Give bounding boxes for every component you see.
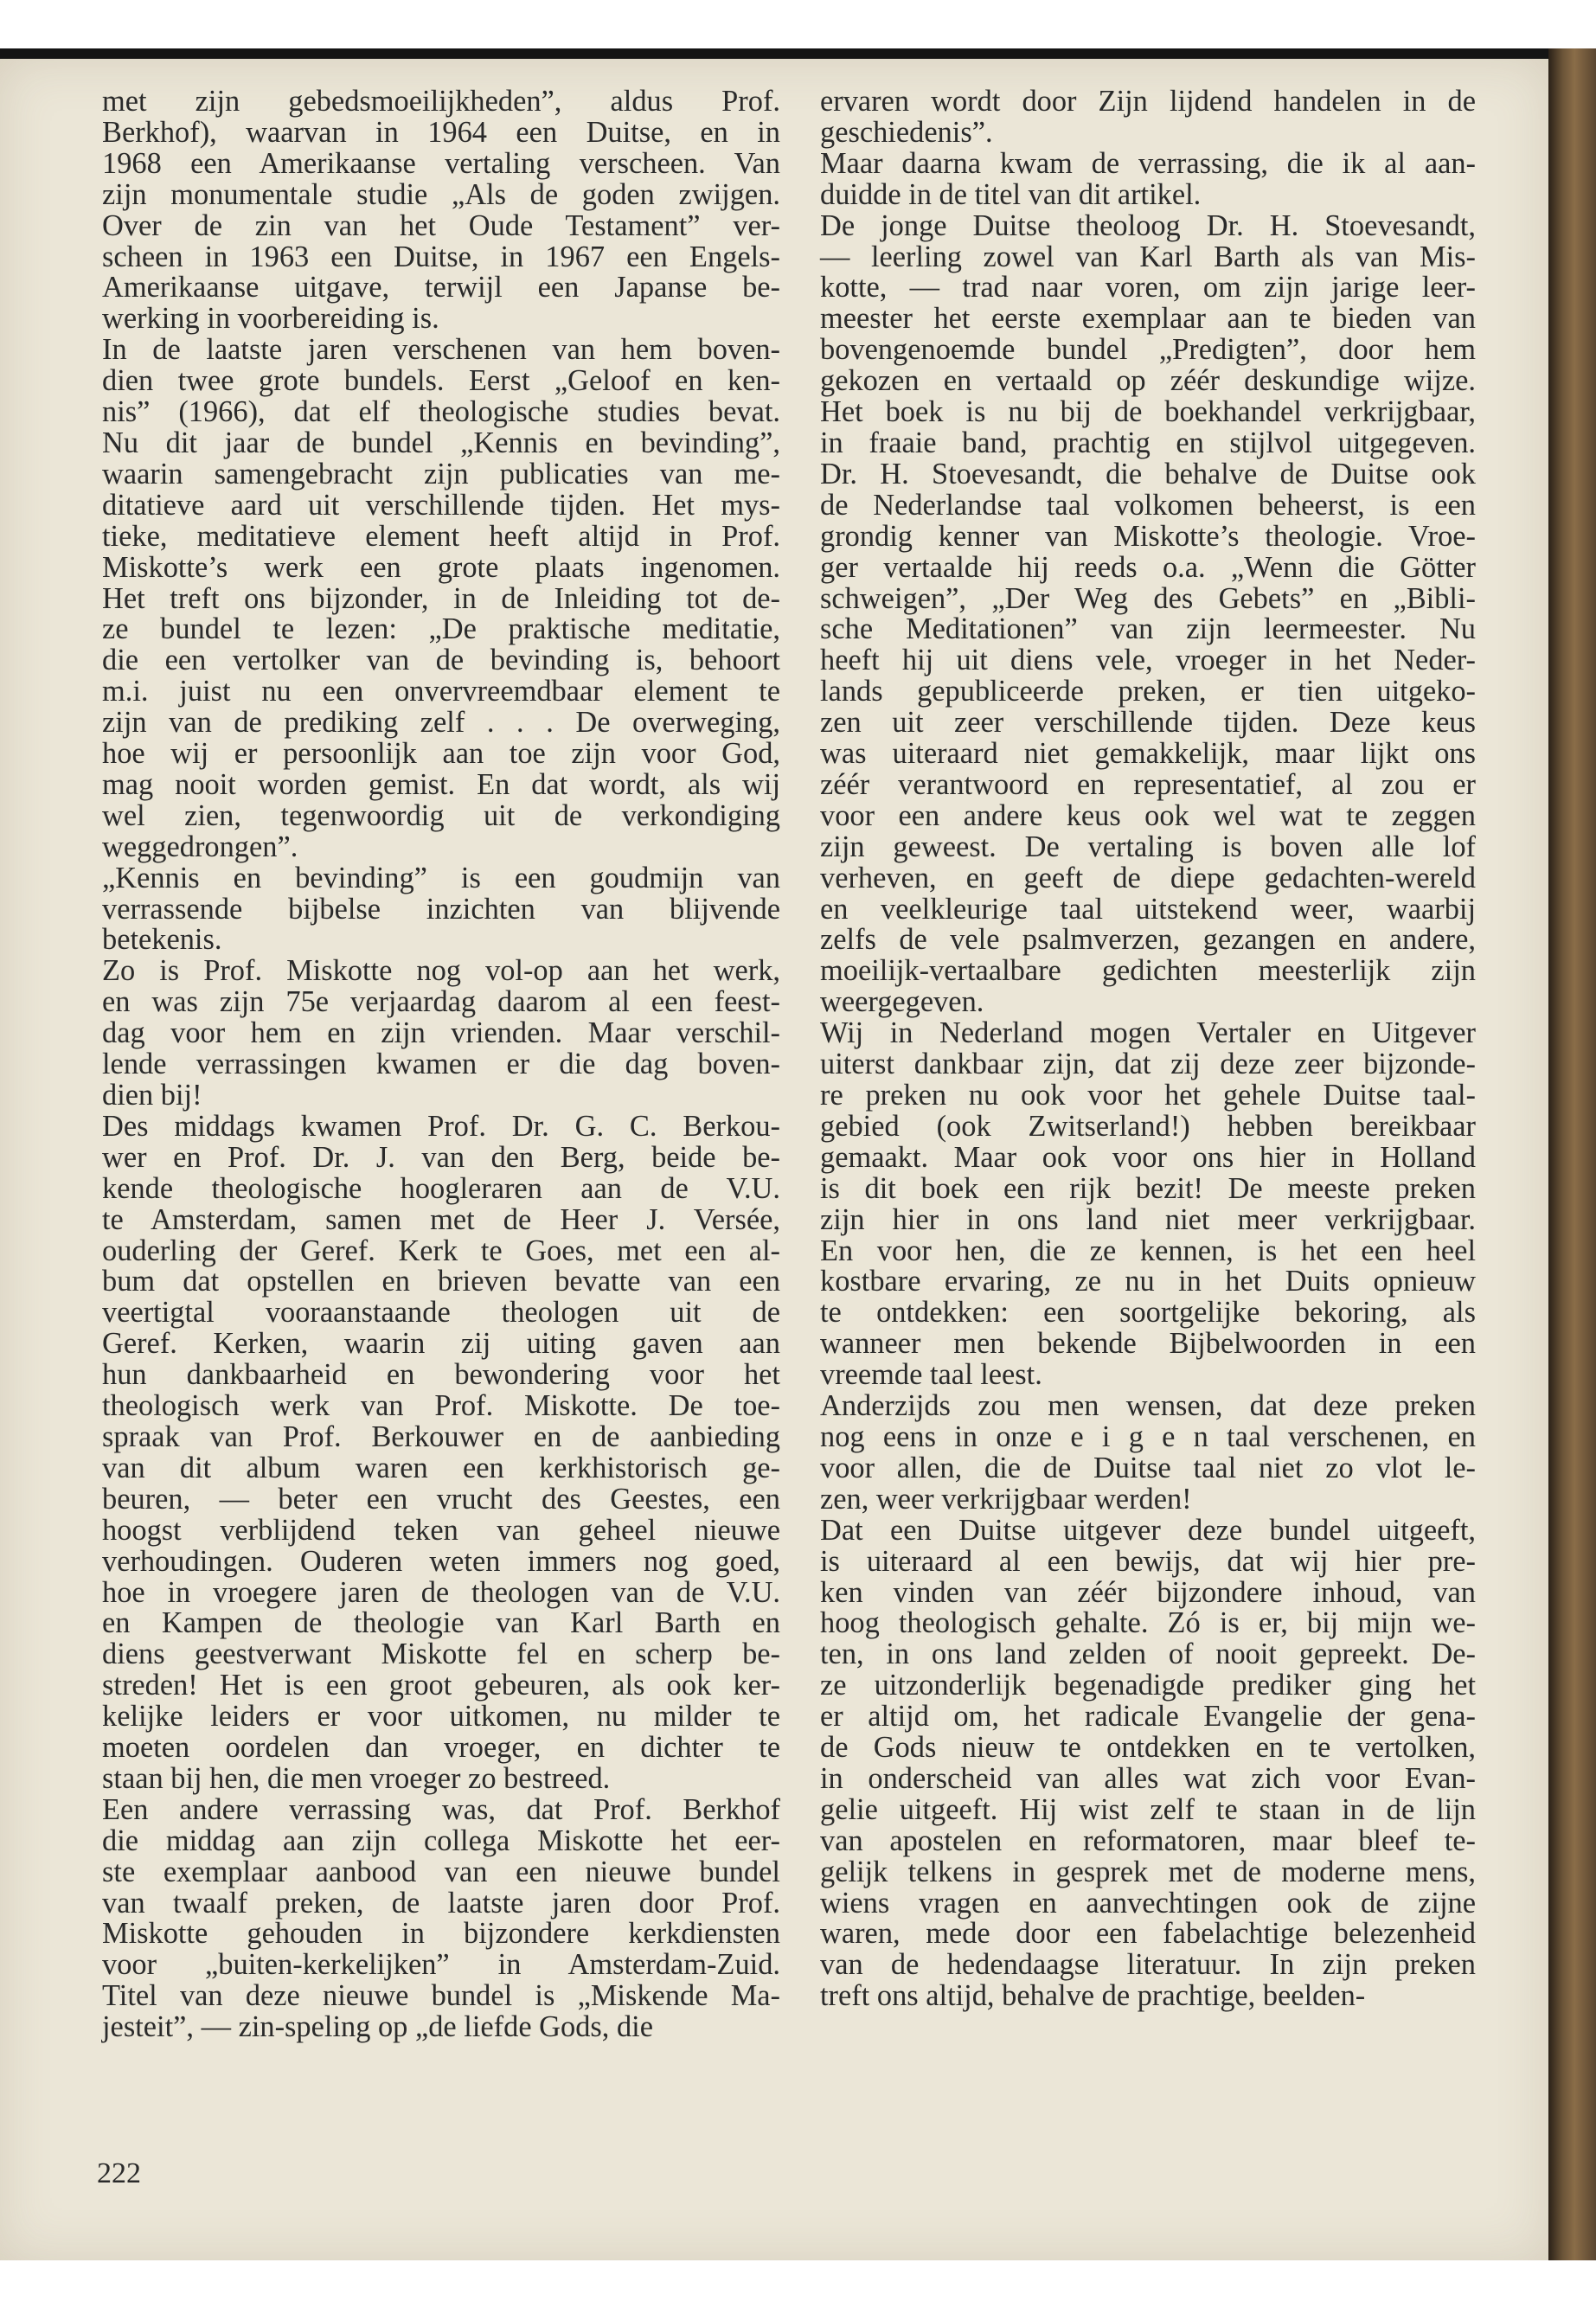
- text-line: duidde in de titel van dit artikel.: [820, 177, 1202, 211]
- text-line: hun dankbaarheid en bewondering voor het: [102, 1358, 780, 1392]
- scan-top-edge: [0, 48, 1596, 59]
- text-line: diens geestverwant Miskotte fel en scherp be-: [102, 1638, 780, 1671]
- paragraph: [102, 335, 780, 862]
- text-line: De jonge Duitse theoloog Dr. H. Stoevesandt,: [820, 208, 1476, 242]
- text-line: m.i. juist nu een onvervreemdbaar element te: [102, 675, 780, 708]
- text-line: nis” (1966), dat elf theologische studies bevat.: [102, 395, 780, 429]
- text-line: wel zien, tegenwoordig uit de verkondiging: [102, 798, 780, 832]
- text-line: zen uit zeer verschillende tijden. Deze keus: [820, 706, 1476, 740]
- text-line: wer en Prof. Dr. J. van den Berg, beide be-: [102, 1140, 780, 1174]
- paragraph: [820, 146, 1476, 211]
- text-line: 1968 een Amerikaanse vertaling verscheen. Van: [102, 146, 780, 180]
- text-line: voor allen, die de Duitse taal niet zo vlot le-: [820, 1451, 1476, 1484]
- text-line: — leerling zowel van Karl Barth als van Mis-: [820, 240, 1476, 273]
- text-line: lende verrassingen kwamen er die dag boven-: [102, 1048, 780, 1081]
- text-line: hoog theologisch gehalte. Zó is er, bij mijn we-: [820, 1606, 1476, 1640]
- text-line: zijn hier in ons land niet meer verkrijgbaar.: [820, 1202, 1476, 1236]
- text-line: moeilijk-vertaalbare gedichten meesterlijk zijn: [820, 954, 1476, 988]
- text-line: in fraaie band, prachtig en stijlvol uitgegeven.: [820, 426, 1476, 459]
- text-line: Maar daarna kwam de verrassing, die ik al aan-: [820, 146, 1476, 180]
- text-line: Berkhof), waarvan in 1964 een Duitse, en in: [102, 115, 780, 149]
- text-line: van apostelen en reformatoren, maar bleef te-: [820, 1823, 1476, 1857]
- text-line: jesteit”, — zin-speling op „de liefde Gods, die: [102, 2010, 653, 2044]
- text-line: van de hedendaagse literatuur. In zijn preken: [820, 1948, 1476, 1982]
- text-line: zijn monumentale studie „Als de goden zwijgen.: [102, 177, 780, 211]
- text-line: te ontdekken: een soortgelijke bekoring, als: [820, 1296, 1476, 1330]
- text-line: gelijk telkens in gesprek met de moderne mens,: [820, 1855, 1476, 1888]
- text-line: spraak van Prof. Berkouwer en de aanbieding: [102, 1420, 780, 1453]
- text-line: kotte, — trad naar voren, om zijn jarige leer-: [820, 271, 1476, 304]
- text-line: waarin samengebracht zijn publicaties van me-: [102, 457, 780, 490]
- text-line: zen, weer verkrijgbaar werden!: [820, 1482, 1192, 1516]
- text-line: Het treft ons bijzonder, in de Inleiding tot de-: [102, 581, 780, 615]
- text-line: beuren, — beter een vrucht des Geestes, een: [102, 1482, 780, 1516]
- paragraph: [820, 208, 1476, 1019]
- text-line: Miskotte gehouden in bijzondere kerkdiensten: [102, 1917, 780, 1951]
- text-line: de Gods nieuw te ontdekken en te vertolken,: [820, 1731, 1476, 1765]
- text-line: weergegeven.: [820, 985, 984, 1019]
- text-line: kelijke leiders er voor uitkomen, nu milder te: [102, 1700, 780, 1734]
- text-line: re preken nu ook voor het gehele Duitse taal-: [820, 1079, 1476, 1112]
- text-line: zelfs de vele psalmverzen, gezangen en andere,: [820, 923, 1476, 957]
- text-line: voor een andere keus ook wel wat te zeggen: [820, 798, 1476, 832]
- paragraph: [102, 863, 780, 957]
- text-line: Dat een Duitse uitgever deze bundel uitgeeft,: [820, 1513, 1476, 1547]
- text-line: zijn van de prediking zelf . . . De overweging,: [102, 706, 780, 740]
- text-line: hoe in vroegere jaren de theologen van de V.U.: [102, 1575, 780, 1609]
- text-line: te Amsterdam, samen met de Heer J. Versée,: [102, 1202, 780, 1236]
- text-line: gemaakt. Maar ook voor ons hier in Holland: [820, 1140, 1476, 1174]
- text-line: ste exemplaar aanbood van een nieuwe bundel: [102, 1855, 780, 1888]
- text-line: grondig kenner van Miskotte’s theologie. Vroe-: [820, 519, 1476, 553]
- text-line: ger vertaalde hij reeds o.a. „Wenn die Götter: [820, 550, 1476, 584]
- left-column: [102, 87, 780, 2043]
- text-line: dag voor hem en zijn vrienden. Maar verschil-: [102, 1016, 780, 1050]
- text-line: heeft hij uit diens vele, vroeger in het Neder-: [820, 644, 1476, 677]
- text-line: hoogst verblijdend teken van geheel nieuwe: [102, 1513, 780, 1547]
- paragraph: [820, 1018, 1476, 1391]
- text-line: was uiteraard niet gemakkelijk, maar lijkt ons: [820, 737, 1476, 771]
- text-line: nog eens in onze e i g e n taal verschenen, en: [820, 1420, 1476, 1453]
- text-line: Het boek is nu bij de boekhandel verkrijgbaar,: [820, 395, 1476, 429]
- text-line: verhoudingen. Ouderen weten immers nog goed,: [102, 1544, 780, 1578]
- text-line: en veelkleurige taal uitstekend weer, waarbij: [820, 892, 1476, 926]
- text-line: die een vertolker van de bevinding is, behoort: [102, 644, 780, 677]
- text-line: is dit boek een rijk bezit! De meeste preken: [820, 1171, 1476, 1205]
- text-line: werking in voorbereiding is.: [102, 302, 439, 336]
- text-line: ervaren wordt door Zijn lijdend handelen in de: [820, 85, 1476, 118]
- paragraph: [820, 1513, 1476, 2013]
- text-line: Zo is Prof. Miskotte nog vol-op aan het werk,: [102, 954, 780, 988]
- text-line: tieke, meditatieve element heeft altijd in Prof.: [102, 519, 780, 553]
- page-number: 222: [97, 2157, 141, 2189]
- text-line: kostbare ervaring, ze nu in het Duits opnieuw: [820, 1265, 1476, 1298]
- text-line: de Nederlandse taal volkomen beheerst, is een: [820, 488, 1476, 522]
- text-line: schweigen”, „Der Weg des Gebets” en „Bibli-: [820, 581, 1476, 615]
- text-line: verheven, en geeft de diepe gedachten-wereld: [820, 861, 1476, 894]
- text-line: van dit album waren een kerkhistorisch ge-: [102, 1451, 780, 1484]
- text-line: Een andere verrassing was, dat Prof. Berkhof: [102, 1792, 780, 1826]
- text-line: Miskotte’s werk een grote plaats ingenomen.: [102, 550, 780, 584]
- book-binding-edge: [1548, 48, 1596, 2260]
- paragraph: [102, 1792, 780, 2044]
- text-line: uiterst dankbaar zijn, dat zij deze zeer bijzonde-: [820, 1048, 1476, 1081]
- text-line: wanneer men bekende Bijbelwoorden in een: [820, 1327, 1476, 1361]
- text-line: ken vinden van zéér bijzondere inhoud, van: [820, 1575, 1476, 1609]
- text-line: staan bij hen, die men vroeger zo bestreed.: [102, 1761, 611, 1795]
- text-line: zéér verantwoord en representatief, al zou er: [820, 767, 1476, 801]
- text-line: Nu dit jaar de bundel „Kennis en bevinding”,: [102, 426, 780, 459]
- text-line: En voor hen, die ze kennen, is het een heel: [820, 1234, 1476, 1267]
- text-line: ouderling der Geref. Kerk te Goes, met een al-: [102, 1234, 780, 1267]
- paragraph: [102, 1109, 780, 1795]
- text-line: dien bij!: [102, 1079, 202, 1112]
- text-line: geschiedenis”.: [820, 115, 993, 149]
- text-line: bovengenoemde bundel „Predigten”, door hem: [820, 333, 1476, 367]
- text-line: bum dat opstellen en brieven bevatte van een: [102, 1265, 780, 1298]
- text-line: ze bundel te lezen: „De praktische meditatie,: [102, 612, 780, 646]
- text-line: waren, mede door een fabelachtige belezenheid: [820, 1917, 1476, 1951]
- text-line: ditatieve aard uit verschillende tijden. Het mys-: [102, 488, 780, 522]
- text-line: weggedrongen”.: [102, 830, 298, 863]
- text-line: theologisch werk van Prof. Miskotte. De toe-: [102, 1389, 780, 1423]
- text-line: veertigtal vooraanstaande theologen uit de: [102, 1296, 780, 1330]
- text-line: In de laatste jaren verschenen van hem boven-: [102, 333, 780, 367]
- text-line: Geref. Kerken, waarin zij uiting gaven aan: [102, 1327, 780, 1361]
- text-line: lands gepubliceerde preken, er tien uitgeko-: [820, 675, 1476, 708]
- text-line: die middag aan zijn collega Miskotte het eer-: [102, 1823, 780, 1857]
- text-line: zijn geweest. De vertaling is boven alle lof: [820, 830, 1476, 863]
- text-line: ten, in ons land zelden of nooit gepreekt. De-: [820, 1638, 1476, 1671]
- text-line: treft ons altijd, behalve de prachtige, beelden-: [820, 1979, 1366, 2013]
- text-line: streden! Het is een groot gebeuren, als ook ker-: [102, 1669, 780, 1702]
- text-line: mag nooit worden gemist. En dat wordt, als wij: [102, 767, 780, 801]
- text-line: wiens vragen en aanvechtingen ook de zijne: [820, 1886, 1476, 1920]
- text-line: Anderzijds zou men wensen, dat deze preken: [820, 1389, 1476, 1423]
- text-line: „Kennis en bevinding” is een goudmijn van: [102, 861, 780, 894]
- text-line: in onderscheid van alles wat zich voor Evan-: [820, 1761, 1476, 1795]
- text-line: sche Meditationen” van zijn leermeester. Nu: [820, 612, 1476, 646]
- text-line: dien twee grote bundels. Eerst „Geloof en ken-: [102, 364, 780, 398]
- text-line: met zijn gebedsmoeilijkheden”, aldus Prof.: [102, 85, 780, 118]
- text-line: kende theologische hoogleraren aan de V.U.: [102, 1171, 780, 1205]
- text-line: en was zijn 75e verjaardag daarom al een feest-: [102, 985, 780, 1019]
- paragraph: [102, 956, 780, 1112]
- text-line: moeten oordelen dan vroeger, en dichter te: [102, 1731, 780, 1765]
- text-line: gebied (ook Zwitserland!) hebben bereikbaar: [820, 1109, 1476, 1143]
- paragraph: [102, 87, 780, 335]
- text-line: er altijd om, het radicale Evangelie der gena-: [820, 1700, 1476, 1734]
- text-line: gekozen en vertaald op zéér deskundige wijze.: [820, 364, 1476, 398]
- right-column: [820, 87, 1476, 2012]
- text-line: meester het eerste exemplaar aan te bieden van: [820, 302, 1476, 336]
- text-line: Titel van deze nieuwe bundel is „Miskende Ma-: [102, 1979, 780, 2013]
- paragraph: [820, 1391, 1476, 1516]
- text-line: gelie uitgeeft. Hij wist zelf te staan in de lijn: [820, 1792, 1476, 1826]
- text-line: verrassende bijbelse inzichten van blijvende: [102, 892, 780, 926]
- text-line: voor „buiten-kerkelijken” in Amsterdam-Zuid.: [102, 1948, 780, 1982]
- paragraph: [820, 87, 1476, 149]
- text-line: hoe wij er persoonlijk aan toe zijn voor God,: [102, 737, 780, 771]
- text-line: van twaalf preken, de laatste jaren door Prof.: [102, 1886, 780, 1920]
- text-line: ze uitzonderlijk begenadigde prediker ging het: [820, 1669, 1476, 1702]
- text-line: en Kampen de theologie van Karl Barth en: [102, 1606, 780, 1640]
- text-line: vreemde taal leest.: [820, 1358, 1042, 1392]
- text-line: Dr. H. Stoevesandt, die behalve de Duitse ook: [820, 457, 1476, 490]
- text-line: Wij in Nederland mogen Vertaler en Uitgever: [820, 1016, 1476, 1050]
- text-line: Des middags kwamen Prof. Dr. G. C. Berkou-: [102, 1109, 780, 1143]
- text-line: betekenis.: [102, 923, 222, 957]
- text-line: is uiteraard al een bewijs, dat wij hier pre-: [820, 1544, 1476, 1578]
- text-line: Over de zin van het Oude Testament” ver-: [102, 208, 780, 242]
- text-line: Amerikaanse uitgave, terwijl een Japanse be-: [102, 271, 780, 304]
- text-line: scheen in 1963 een Duitse, in 1967 een Engels-: [102, 240, 780, 273]
